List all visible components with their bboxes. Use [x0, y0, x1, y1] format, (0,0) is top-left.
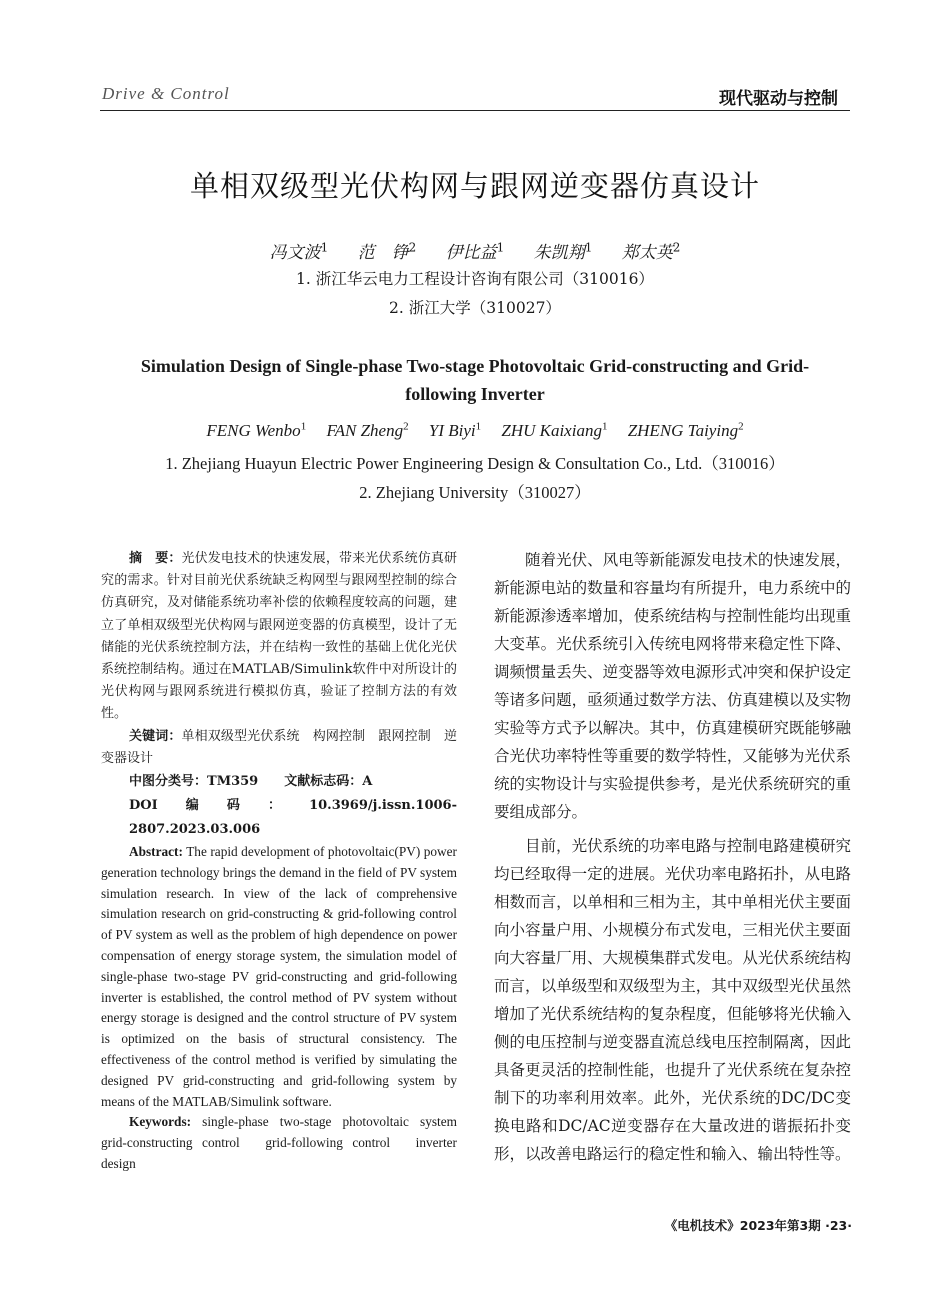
cn-abstract: 摘 要：光伏发电技术的快速发展，带来光伏系统仿真研究的需求。针对目前光伏系统缺乏构网型与跟网型控制的综合仿真研究，及对储能系统功率补偿的依赖程度较高的问题，建立了单相双级型光伏构网与跟网逆变器的仿真模型，设计了无储能的光伏系统控制方法，并在结构一致性的基础上优化光伏系统控制结构。通过在MATLAB/Simulink软件中对所设计的光伏构网与跟网系统进行模拟仿真，验证了控制方法的有效性。: [101, 551, 457, 722]
cn-author-list: [0, 238, 950, 263]
running-header-left: Drive & Control: [102, 84, 230, 103]
page-footer: 《电机技术》2023年第3期 ·23·: [664, 1218, 852, 1233]
en-author: FENG Wenbo$^1$: [206, 420, 307, 440]
abstract-column: [101, 548, 471, 1175]
cn-affiliation-1: 1. 浙江华云电力工程设计咨询有限公司（310016）: [296, 270, 654, 288]
cn-author: 伊比益$^1$: [445, 240, 505, 263]
cn-affiliation-2: 2. 浙江大学（310027）: [389, 299, 561, 317]
cn-author: 朱凯翔$^1$: [533, 240, 593, 263]
running-header-right: 现代驱动与控制: [719, 89, 838, 109]
en-author: YI Biyi$^1$: [428, 420, 482, 440]
en-abstract: Abstract: The rapid development of photovoltaic(PV) power generation technology brings the demand in the field of PV system simulation research. In view of the lack of comprehensive simulation research on grid-constructing & grid-following control of PV system as well as the problem of high dependence on power compensation of energy storage system, the simulation model of single-phase two-stage PV grid-constructing and grid-following inverter is established, the control method of PV system without energy storage is designed and the control structure of PV system is optimized on the basis of structural consistency. The effectiveness of the control method is verified by simulating the designed PV grid-constructing and grid-following system by means of the MATLAB/Simulink software.: [101, 844, 457, 1109]
classification-line: 中图分类号：TM359 文献标志码：A: [129, 774, 373, 790]
en-affiliation-2: 2. Zhejiang University（310027）: [359, 483, 591, 502]
cn-author: 范 铮$^2$: [357, 240, 417, 263]
cn-author: 郑太英$^2$: [621, 240, 681, 263]
cn-keywords: 关键词：单相双级型光伏系统 构网控制 跟网控制 逆变器设计: [101, 728, 457, 766]
header-divider: [100, 110, 850, 111]
paper-title: 单相双级型光伏构网与跟网逆变器仿真设计: [189, 169, 760, 203]
body-paragraph: 随着光伏、风电等新能源发电技术的快速发展，新能源电站的数量和容量均有所提升，电力系统中的新能源渗透率增加，使系统结构与控制性能均出现重大变革。光伏系统引入传统电网将带来稳定性下降、调频惯量丢失、逆变器等效电源形式冲突和保护设定等诸多问题，亟须通过数学方法、仿真建模以及实物实验等方式予以解决。其中，仿真建模研究既能够融合光伏功率特性等重要的数学特性，又能够为光伏系统的实物设计与实验提供参考，是光伏系统研究的重要组成部分。: [494, 551, 851, 821]
en-author: FAN Zheng$^2$: [326, 420, 409, 440]
doi-line: DOI编码：10.3969/j.issn.1006-2807.2023.03.006: [129, 798, 457, 838]
cn-author: 冯文波$^1$: [269, 240, 329, 263]
en-author: ZHENG Taiying$^2$: [627, 420, 744, 440]
en-keywords: Keywords: single-phase two-stage photovoltaic system grid-constructing control grid-following control inverter design: [101, 1114, 471, 1171]
body-paragraph: 目前，光伏系统的功率电路与控制电路建模研究均已经取得一定的进展。光伏功率电路拓扑，从电路相数而言，以单相和三相为主，其中单相光伏主要面向小容量户用、小规模分布式发电，三相光伏主要面向大容量厂用、大规模集群式发电。从光伏系统结构而言，以单级型和双级型为主，其中双级型光伏虽然增加了光伏系统结构的复杂程度，但能够将光伏输入侧的电压控制与逆变器直流总线电压控制隔离，因此具备更灵活的控制性能，也提升了光伏系统在复杂控制下的功率利用效率。此外，光伏系统的DC/DC变换电路和DC/AC逆变器存在大量改进的谐振拓扑变形，以改善电路运行的稳定性和输入、输出特性等。: [494, 837, 851, 1163]
en-author: ZHU Kaixiang$^1$: [501, 420, 608, 440]
en-affiliation-1: 1. Zhejiang Huayun Electric Power Engineering Design & Consultation Co., Ltd.（310016）: [165, 454, 785, 473]
en-author-list: [0, 420, 950, 441]
english-title: Simulation Design of Single-phase Two-stage Photovoltaic Grid-constructing and Grid-following Inverter: [140, 356, 810, 404]
body-column: [494, 546, 851, 1168]
